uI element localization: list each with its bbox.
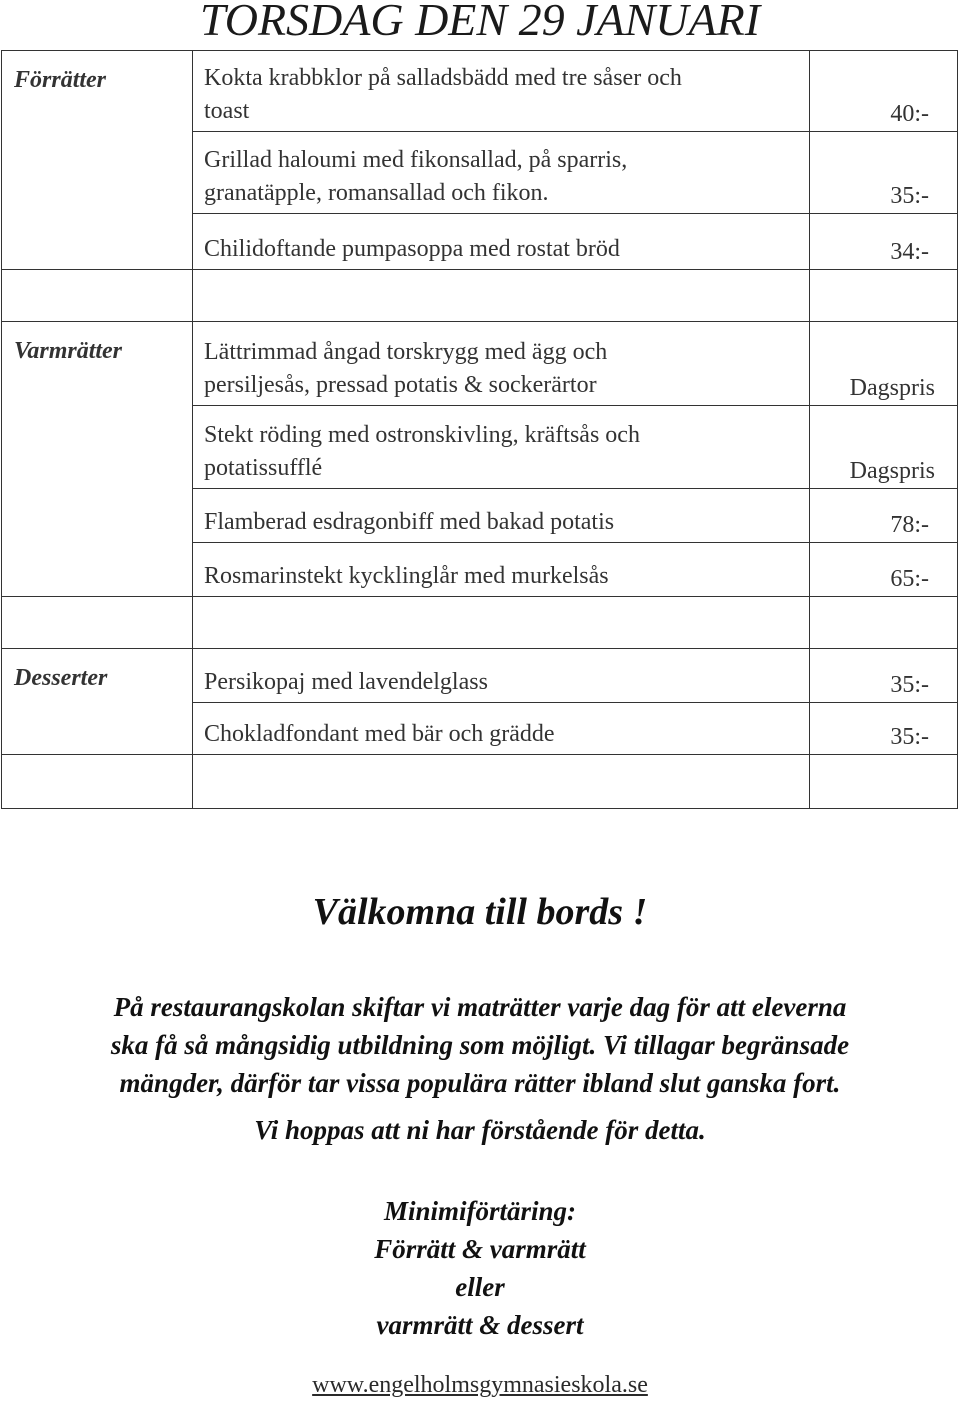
spacer-row <box>2 597 958 649</box>
dish-name: Persikopaj med lavendelglass <box>193 649 810 703</box>
info-line: ska få så mångsidig utbildning som möjligt. Vi tillagar begränsade <box>110 1030 850 1060</box>
dish-price: 40:- <box>810 51 958 132</box>
dish-price: 35:- <box>810 649 958 703</box>
welcome-heading: Välkomna till bords ! <box>312 891 648 933</box>
dish-price: 65:- <box>810 543 958 597</box>
info-line: mängder, därför tar vissa populära rätter ibland slut ganska fort. <box>119 1068 841 1098</box>
dish-price: Dagspris <box>810 406 958 489</box>
page-title: TORSDAG DEN 29 JANUARI <box>199 0 761 45</box>
dish-name: Lättrimmad ångad torskrygg med ägg och persiljesås, pressad potatis & sockerärtor <box>193 322 810 406</box>
minimum-order-title: Minimiförtäring: <box>383 1196 577 1226</box>
spacer-row <box>2 755 958 809</box>
website-link[interactable]: www.engelholmsgymnasieskola.se <box>312 1372 648 1398</box>
category-varmratter: Varmrätter <box>2 322 193 597</box>
apology-text: Vi hoppas att ni har förstående för detta. <box>254 1115 706 1145</box>
dish-price: 34:- <box>810 214 958 270</box>
category-desserter: Desserter <box>2 649 193 755</box>
dish-name: Chokladfondant med bär och grädde <box>193 703 810 755</box>
category-forratter: Förrätter <box>2 51 193 270</box>
info-line: På restaurangskolan skiftar vi maträtter varje dag för att eleverna <box>113 992 847 1022</box>
dish-name: Flamberad esdragonbiff med bakad potatis <box>193 489 810 543</box>
dish-name: Grillad haloumi med fikonsallad, på sparris, granatäpple, romansallad och fikon. <box>193 132 810 214</box>
minimum-order-block <box>0 1192 960 1344</box>
minimum-order-or: eller <box>455 1272 505 1302</box>
minimum-order-option: Förrätt & varmrätt <box>374 1234 586 1264</box>
dish-price: 78:- <box>810 489 958 543</box>
info-paragraph <box>0 988 960 1102</box>
dish-name: Rosmarinstekt kycklinglår med murkelsås <box>193 543 810 597</box>
dish-price: 35:- <box>810 703 958 755</box>
table-row <box>2 649 958 703</box>
dish-name: Stekt röding med ostronskivling, kräftsås och potatissufflé <box>193 406 810 489</box>
dish-price: Dagspris <box>810 322 958 406</box>
dish-name: Chilidoftande pumpasoppa med rostat bröd <box>193 214 810 270</box>
footer-website <box>0 1372 960 1399</box>
table-row <box>2 322 958 406</box>
table-row <box>2 51 958 132</box>
dish-price: 35:- <box>810 132 958 214</box>
spacer-row <box>2 270 958 322</box>
menu-table <box>1 50 958 809</box>
minimum-order-option: varmrätt & dessert <box>376 1310 584 1340</box>
dish-name: Kokta krabbklor på salladsbädd med tre såser och toast <box>193 51 810 132</box>
